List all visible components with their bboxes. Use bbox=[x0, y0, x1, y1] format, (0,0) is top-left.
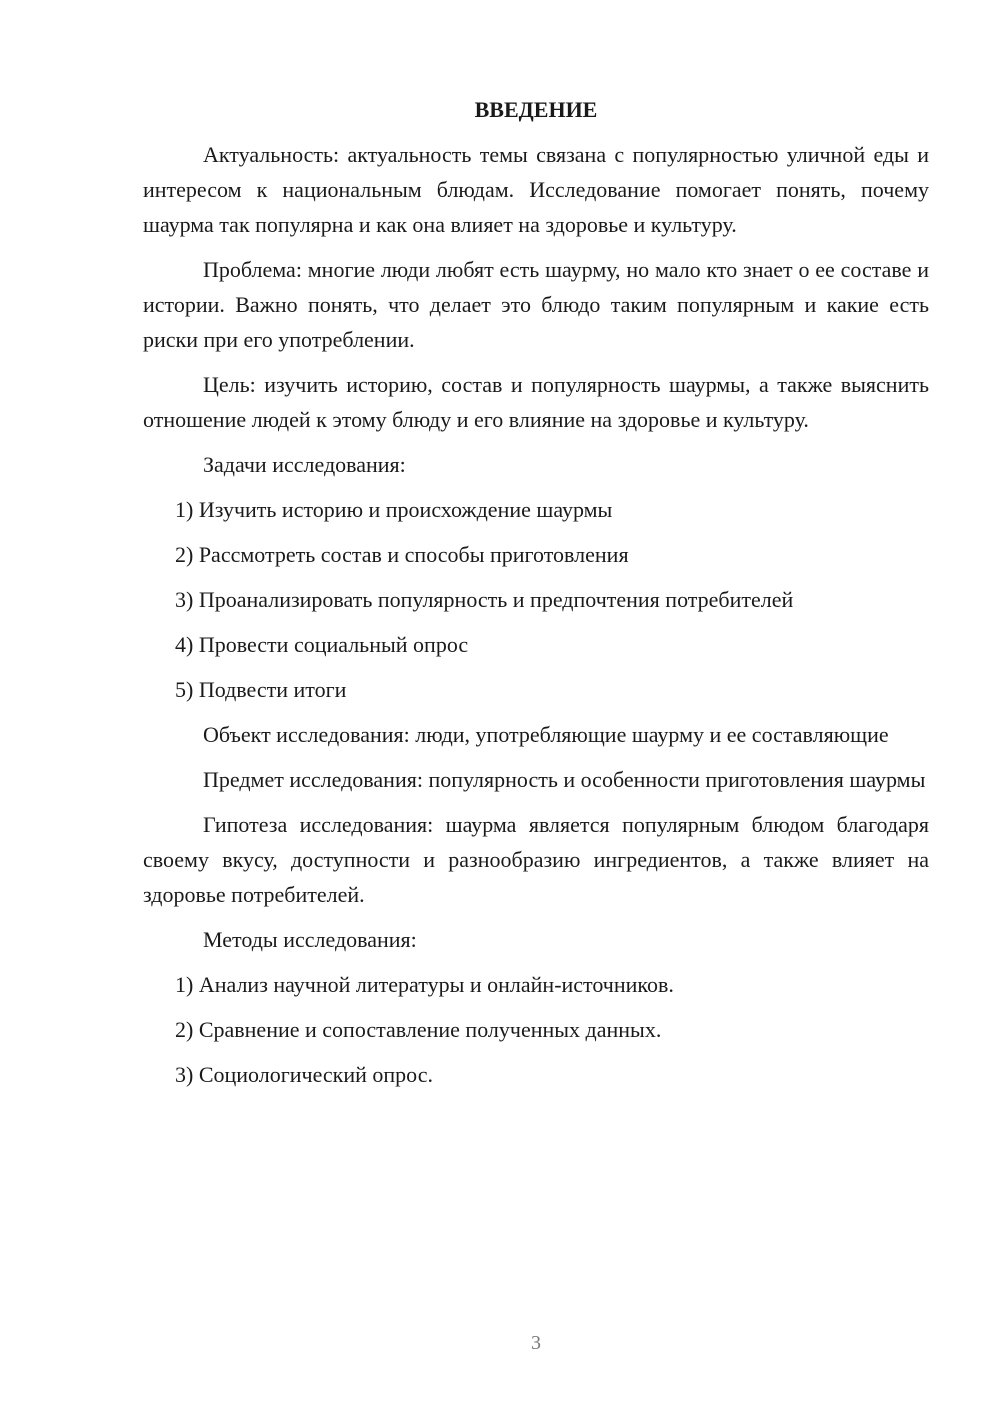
section-heading: ВВЕДЕНИЕ bbox=[474, 97, 598, 122]
task-item: 2) Рассмотреть состав и способы приготовления bbox=[175, 542, 629, 567]
task-item: 5) Подвести итоги bbox=[175, 677, 347, 702]
method-item: 1) Анализ научной литературы и онлайн-источников. bbox=[175, 972, 674, 997]
subject-paragraph: Предмет исследования: популярность и особенности приготовления шаурмы bbox=[203, 767, 926, 792]
task-item: 1) Изучить историю и происхождение шаурмы bbox=[175, 497, 613, 522]
object-paragraph: Объект исследования: люди, употребляющие шаурму и ее составляющие bbox=[203, 722, 889, 747]
method-item: 3) Социологический опрос. bbox=[175, 1062, 433, 1087]
problem-paragraph: Проблема: многие люди любят есть шаурму, но мало кто знает о ее составе и истории. Важно понять, что делает это блюдо таким популярным и какие есть риски при его употреблении. bbox=[143, 257, 929, 352]
document-page bbox=[143, 92, 929, 1102]
relevance-paragraph: Актуальность: актуальность темы связана с популярностью уличной еды и интересом к национальным блюдам. Исследование помогает понять, почему шаурма так популярна и как она влияет на здоровье и культуру. bbox=[143, 142, 929, 237]
methods-heading: Методы исследования: bbox=[203, 927, 417, 952]
task-item: 3) Проанализировать популярность и предпочтения потребителей bbox=[175, 587, 794, 612]
goal-paragraph: Цель: изучить историю, состав и популярность шаурмы, а также выяснить отношение людей к этому блюду и его влияние на здоровье и культуру. bbox=[143, 372, 929, 432]
method-item: 2) Сравнение и сопоставление полученных данных. bbox=[175, 1017, 662, 1042]
task-item: 4) Провести социальный опрос bbox=[175, 632, 469, 657]
tasks-heading: Задачи исследования: bbox=[203, 452, 406, 477]
hypothesis-paragraph: Гипотеза исследования: шаурма является популярным блюдом благодаря своему вкусу, доступности и разнообразию ингредиентов, а также влияет на здоровье потребителей. bbox=[143, 812, 929, 907]
page-number: 3 bbox=[531, 1332, 541, 1354]
